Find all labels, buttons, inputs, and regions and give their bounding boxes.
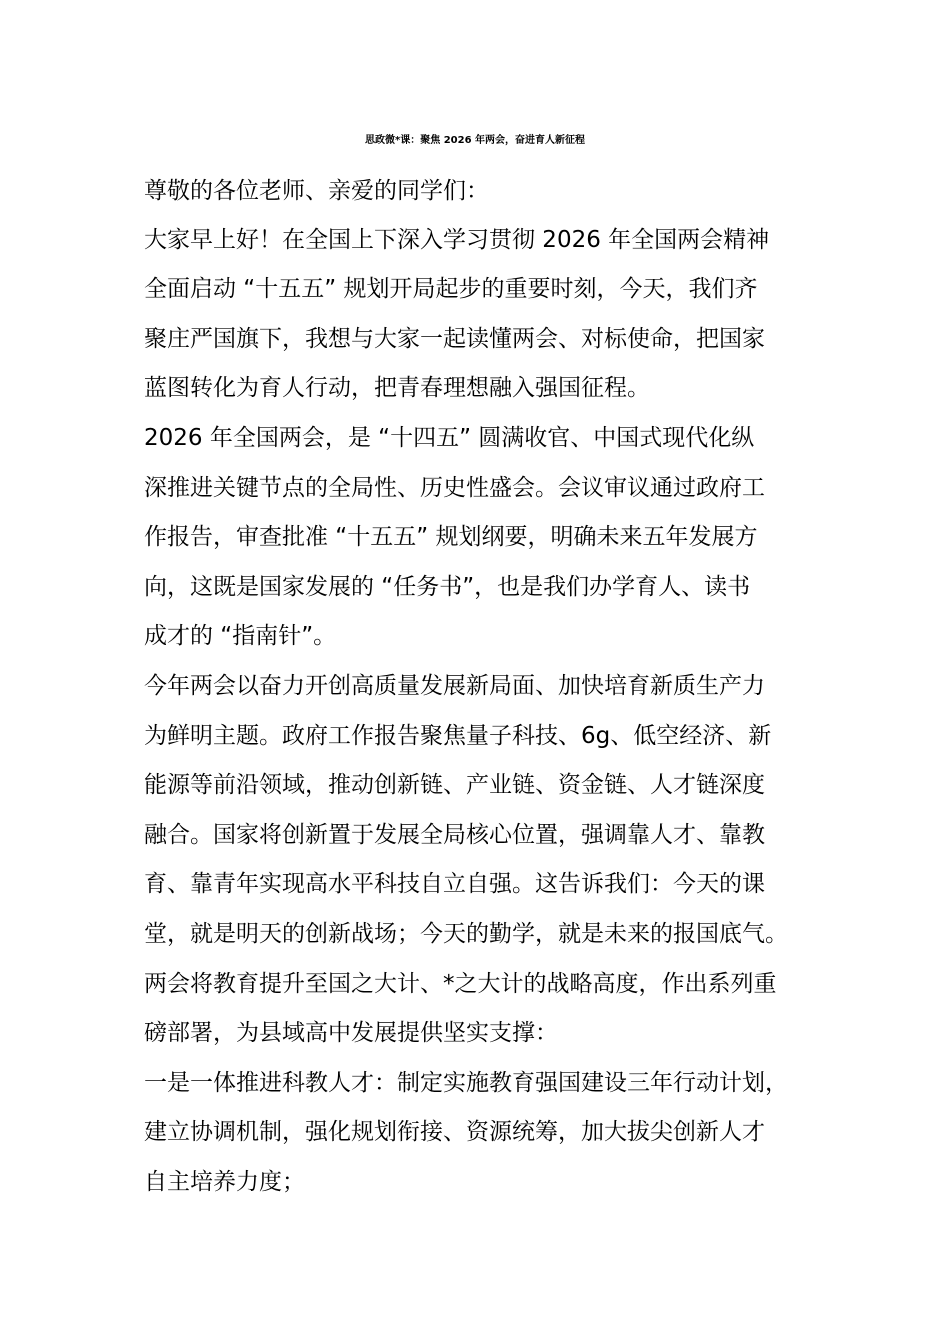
paragraph-3-line-1: 今年两会以奋力开创高质量发展新局面、加快培育新质生产力 bbox=[144, 673, 765, 699]
paragraph-3-line-2: 为鲜明主题。政府工作报告聚焦量子科技、6g、低空经济、新 bbox=[144, 723, 772, 749]
paragraph-2-line-1: 2026 年全国两会，是 “十四五” 圆满收官、中国式现代化纵 bbox=[144, 425, 755, 451]
paragraph-3-line-5: 育、靠青年实现高水平科技自立自强。这告诉我们：今天的课 bbox=[144, 871, 765, 897]
paragraph-3-line-3: 能源等前沿领域，推动创新链、产业链、资金链、人才链深度 bbox=[144, 772, 765, 798]
paragraph-2-line-4: 向，这既是国家发展的 “任务书”，也是我们办学育人、读书 bbox=[144, 574, 751, 600]
paragraph-4-line-2: 磅部署，为县域高中发展提供坚实支撑： bbox=[144, 1020, 558, 1046]
paragraph-5-line-1: 一是一体推进科教人才：制定实施教育强国建设三年行动计划， bbox=[144, 1070, 788, 1096]
paragraph-3-line-4: 融合。国家将创新置于发展全局核心位置，强调靠人才、靠教 bbox=[144, 822, 765, 848]
paragraph-3-line-6: 堂，就是明天的创新战场；今天的勤学，就是未来的报国底气。 bbox=[144, 921, 788, 947]
paragraph-1-line-1: 大家早上好！在全国上下深入学习贯彻 2026 年全国两会精神 bbox=[144, 227, 770, 253]
greeting-line: 尊敬的各位老师、亲爱的同学们： bbox=[144, 178, 489, 204]
paragraph-2-line-3: 作报告，审查批准 “十五五” 规划纲要，明确未来五年发展方 bbox=[144, 524, 758, 550]
paragraph-5-line-3: 自主培养力度； bbox=[144, 1169, 305, 1195]
paragraph-4-line-1: 两会将教育提升至国之大计、*之大计的战略高度，作出系列重 bbox=[144, 971, 777, 997]
document-title: 思政微*课：聚焦 2026 年两会，奋进育人新征程 bbox=[364, 135, 586, 146]
paragraph-1-line-2: 全面启动 “十五五” 规划开局起步的重要时刻，今天，我们齐 bbox=[144, 276, 758, 302]
paragraph-5-line-2: 建立协调机制，强化规划衔接、资源统筹，加大拔尖创新人才 bbox=[144, 1119, 765, 1145]
paragraph-1-line-4: 蓝图转化为育人行动，把青春理想融入强国征程。 bbox=[144, 375, 650, 401]
paragraph-2-line-2: 深推进关键节点的全局性、历史性盛会。会议审议通过政府工 bbox=[144, 475, 765, 501]
paragraph-2-line-5: 成才的 “指南针”。 bbox=[144, 623, 337, 649]
paragraph-1-line-3: 聚庄严国旗下，我想与大家一起读懂两会、对标使命，把国家 bbox=[144, 326, 765, 352]
